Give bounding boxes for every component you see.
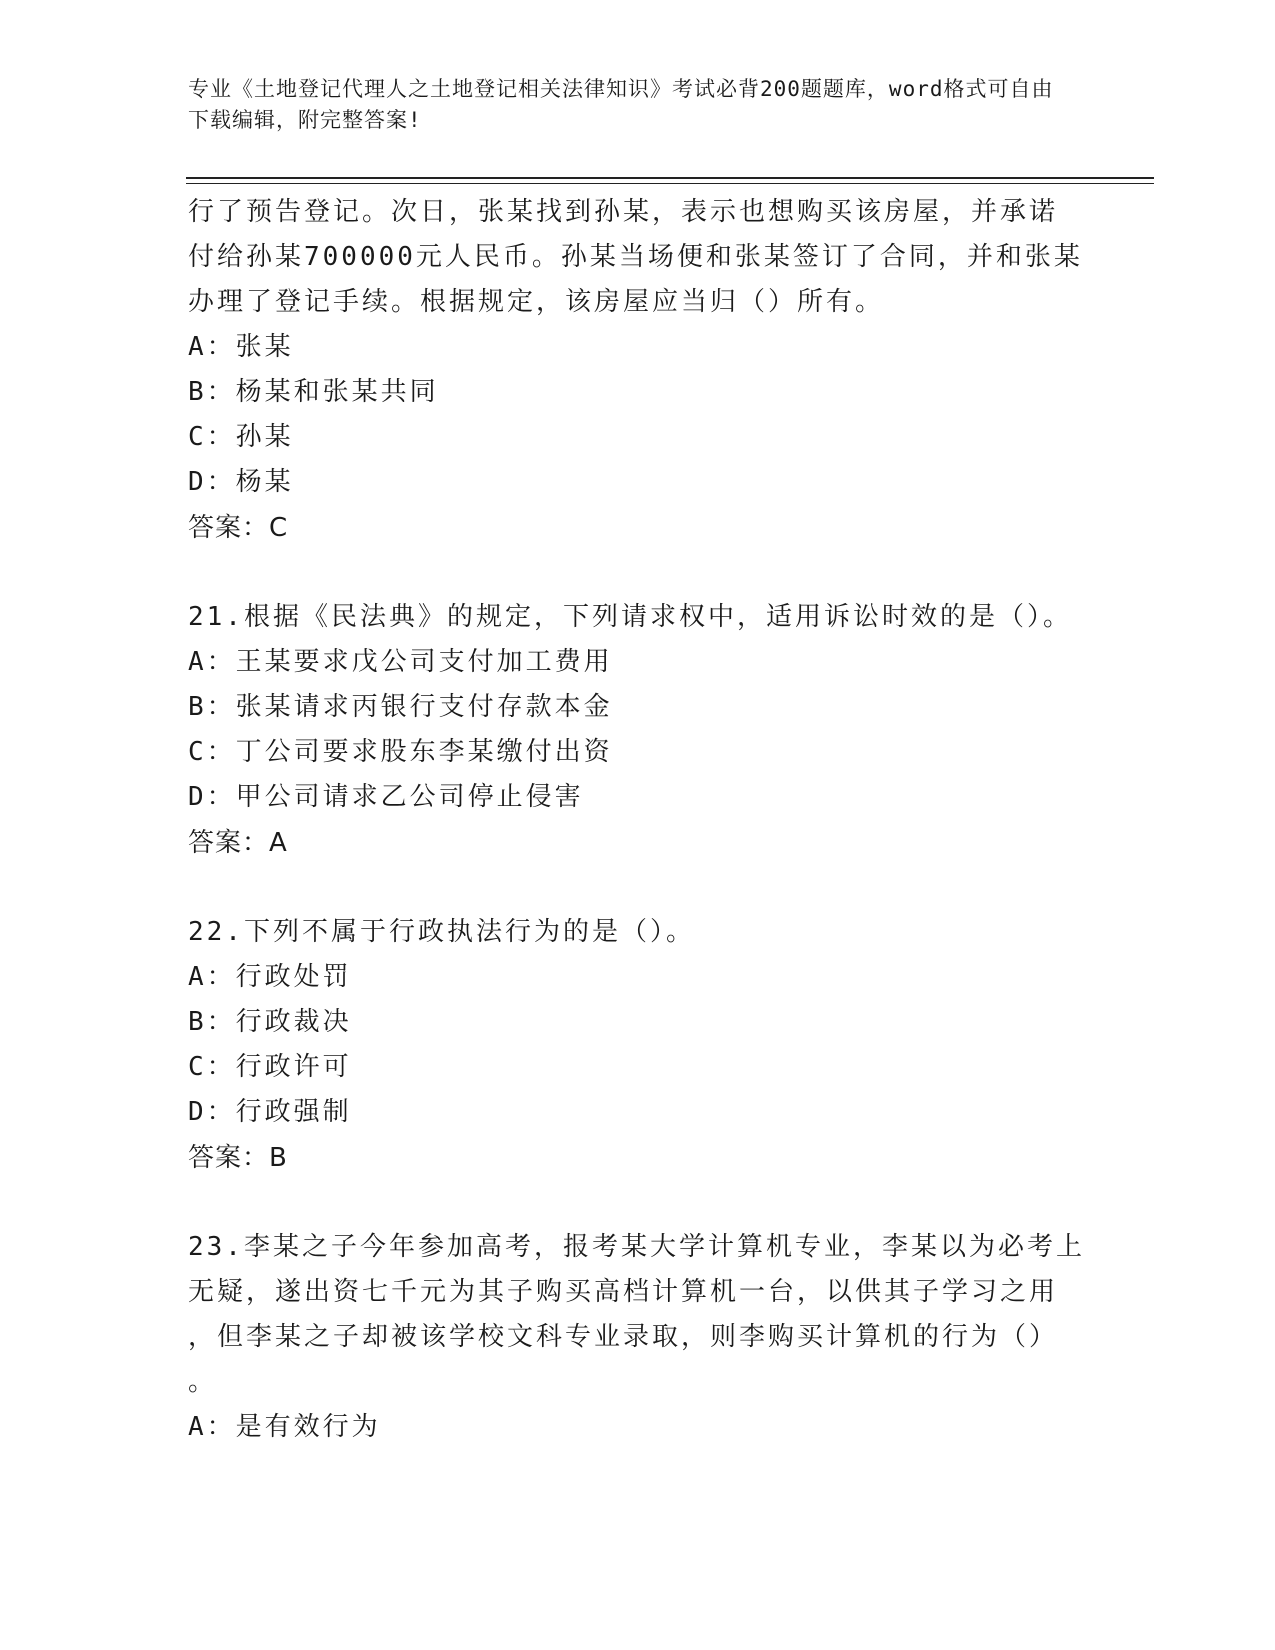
question-23-line-2: 无疑，遂出资七千元为其子购买高档计算机一台，以供其子学习之用: [188, 1277, 1059, 1307]
question-23: [188, 1225, 1088, 1450]
spacer: [188, 551, 1088, 595]
question-22-stem: 22.下列不属于行政执法行为的是（）。: [188, 917, 695, 947]
question-23-line-3: ，但李某之子却被该学校文科专业录取，则李购买计算机的行为（）: [188, 1322, 1059, 1352]
question-20-answer: 答案：C: [188, 513, 289, 543]
question-22: [188, 910, 1088, 1181]
question-22-option-d: D：行政强制: [188, 1097, 352, 1127]
question-20-option-a: A：张某: [188, 332, 294, 362]
question-23-line-1: 23.李某之子今年参加高考，报考某大学计算机专业，李某以为必考上: [188, 1232, 1085, 1262]
question-21-option-d: D：甲公司请求乙公司停止侵害: [188, 782, 584, 812]
spacer: [188, 1181, 1088, 1225]
question-21-option-b: B：张某请求丙银行支付存款本金: [188, 692, 613, 722]
question-20-line-3: 办理了登记手续。根据规定，该房屋应当归（）所有。: [188, 287, 885, 317]
question-20-line-2: 付给孙某700000元人民币。孙某当场便和张某签订了合同，并和张某: [188, 242, 1083, 272]
question-list: [188, 190, 1088, 1450]
question-20-option-d: D：杨某: [188, 467, 294, 497]
question-21-stem: 21.根据《民法典》的规定，下列请求权中，适用诉讼时效的是（）。: [188, 602, 1072, 632]
question-22-answer: 答案：B: [188, 1143, 288, 1173]
question-20-option-c: C：孙某: [188, 422, 294, 452]
question-21-answer: 答案：A: [188, 828, 288, 858]
header-rule-thick: [186, 177, 1154, 179]
question-20: [188, 190, 1088, 551]
question-21-option-a: A：王某要求戊公司支付加工费用: [188, 647, 613, 677]
question-21: [188, 595, 1088, 866]
question-23-option-a: A：是有效行为: [188, 1412, 381, 1442]
question-22-option-a: A：行政处罚: [188, 962, 352, 992]
question-20-line-1: 行了预告登记。次日，张某找到孙某，表示也想购买该房屋，并承诺: [188, 197, 1059, 227]
question-21-option-c: C：丁公司要求股东李某缴付出资: [188, 737, 613, 767]
question-22-option-c: C：行政许可: [188, 1052, 352, 1082]
spacer: [188, 866, 1088, 910]
question-20-option-b: B：杨某和张某共同: [188, 377, 439, 407]
question-22-option-b: B：行政裁决: [188, 1007, 352, 1037]
document-header: 专业《土地登记代理人之土地登记相关法律知识》考试必背200题题库，word格式可自由下载编辑，附完整答案!: [188, 77, 1054, 132]
header-rule-thin: [186, 183, 1154, 184]
question-23-line-4: 。: [188, 1367, 218, 1397]
